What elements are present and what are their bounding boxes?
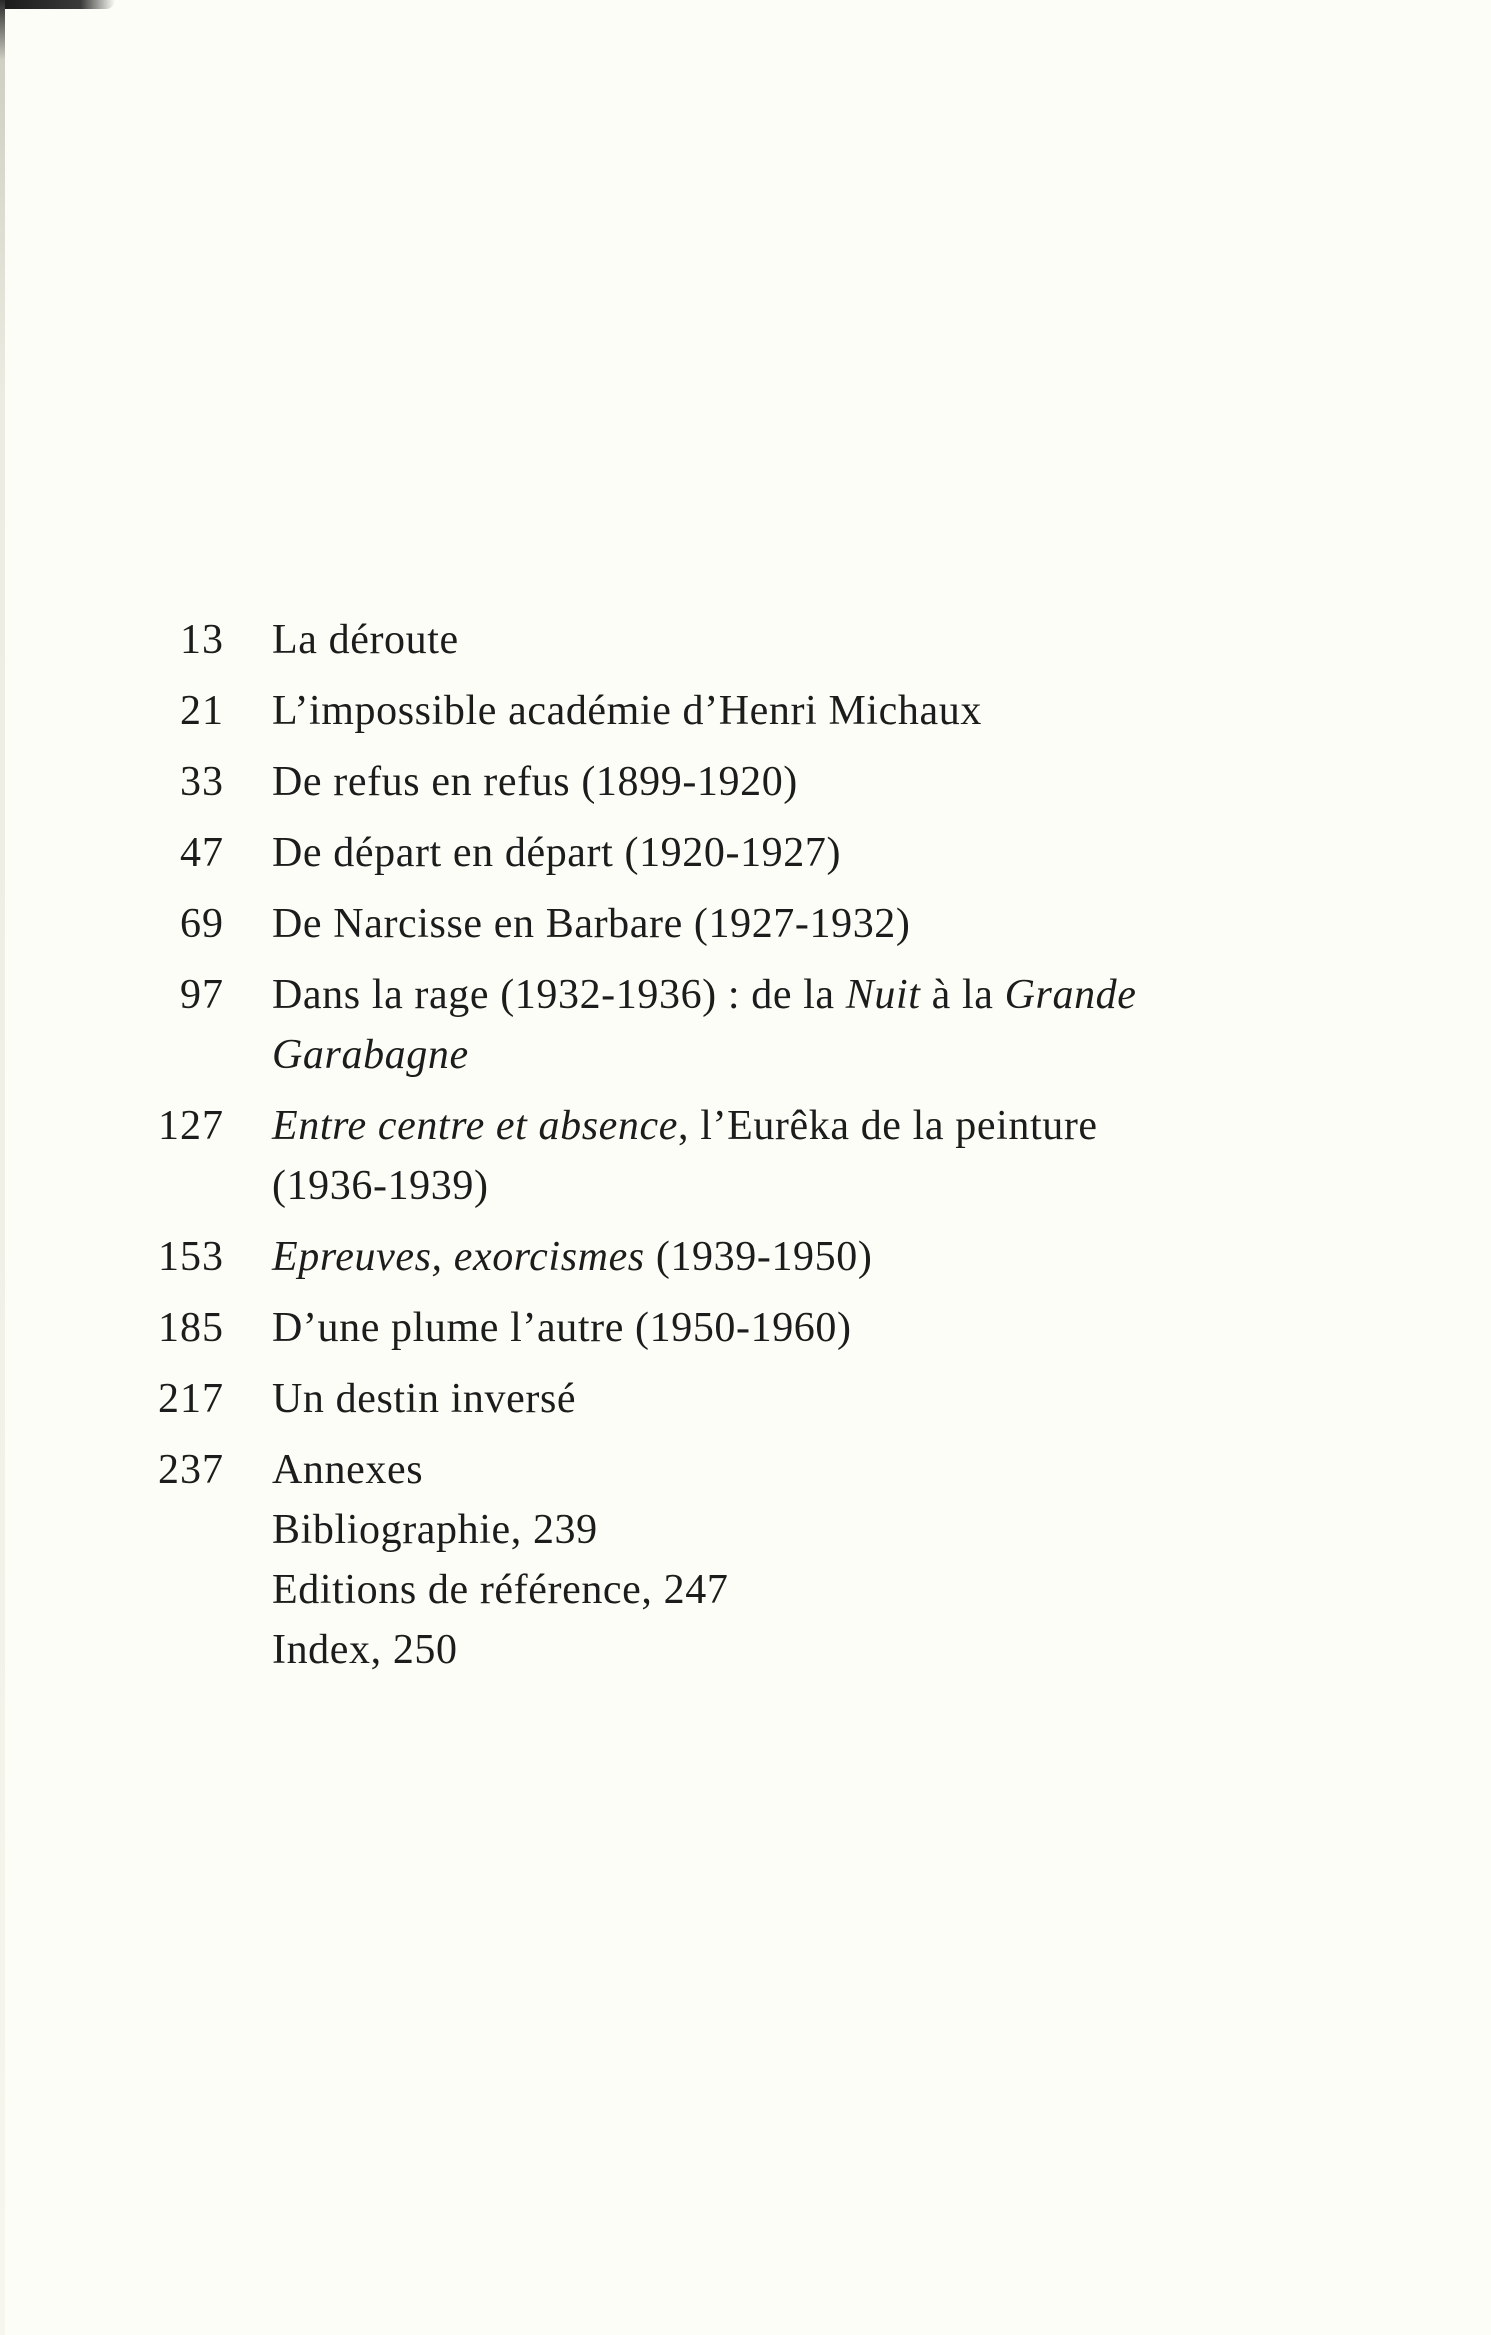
toc-title	[272, 681, 1272, 741]
toc-page-number: 33	[180, 759, 224, 805]
toc-page-number: 47	[180, 830, 224, 876]
toc-entry	[0, 681, 1491, 741]
toc-title	[272, 1096, 1272, 1216]
toc-page-number: 217	[158, 1376, 224, 1422]
toc-title-line: Epreuves, exorcismes (1939-1950)	[272, 1234, 873, 1280]
toc-title-line: (1936-1939)	[272, 1163, 489, 1209]
toc-page-number: 185	[158, 1305, 224, 1351]
toc-entry	[0, 752, 1491, 812]
toc-page-number: 237	[158, 1447, 224, 1493]
toc-title	[272, 752, 1272, 812]
toc-entry	[0, 1096, 1491, 1216]
toc-title-line: La déroute	[272, 617, 459, 663]
toc-title-line: D’une plume l’autre (1950-1960)	[272, 1305, 852, 1351]
toc-subentry: Bibliographie, 239	[272, 1507, 598, 1553]
table-of-contents	[0, 610, 1491, 1691]
toc-page-number: 153	[158, 1234, 224, 1280]
toc-title	[272, 965, 1272, 1085]
toc-entry	[0, 823, 1491, 883]
toc-title-line: Entre centre et absence, l’Eurêka de la peinture	[272, 1103, 1098, 1149]
toc-title-line: De refus en refus (1899-1920)	[272, 759, 798, 805]
toc-title	[272, 1227, 1272, 1287]
toc-subentry: Index, 250	[272, 1627, 458, 1673]
toc-entry	[0, 965, 1491, 1085]
toc-title	[272, 610, 1272, 670]
toc-entry	[0, 894, 1491, 954]
toc-title-line: De départ en départ (1920-1927)	[272, 830, 842, 876]
toc-entry	[0, 610, 1491, 670]
toc-title-line: Dans la rage (1932-1936) : de la Nuit à la Grande	[272, 972, 1137, 1018]
toc-title-line: Garabagne	[272, 1032, 469, 1078]
toc-title	[272, 1369, 1272, 1429]
toc-page-number: 97	[180, 972, 224, 1018]
toc-title-line: Un destin inversé	[272, 1376, 577, 1422]
toc-entry	[0, 1369, 1491, 1429]
toc-entry	[0, 1227, 1491, 1287]
toc-page-number: 127	[158, 1103, 224, 1149]
page-edge-shadow	[0, 0, 115, 9]
toc-title	[272, 1298, 1272, 1358]
toc-title-line: Annexes	[272, 1447, 424, 1493]
toc-title-line: L’impossible académie d’Henri Michaux	[272, 688, 982, 734]
toc-page-number: 13	[180, 617, 224, 663]
toc-title-line: De Narcisse en Barbare (1927-1932)	[272, 901, 911, 947]
toc-title	[272, 1440, 1272, 1680]
toc-page-number: 21	[180, 688, 224, 734]
toc-entry	[0, 1298, 1491, 1358]
toc-page-number: 69	[180, 901, 224, 947]
toc-entry	[0, 1440, 1491, 1680]
toc-title	[272, 823, 1272, 883]
toc-subentry: Editions de référence, 247	[272, 1567, 729, 1613]
toc-title	[272, 894, 1272, 954]
